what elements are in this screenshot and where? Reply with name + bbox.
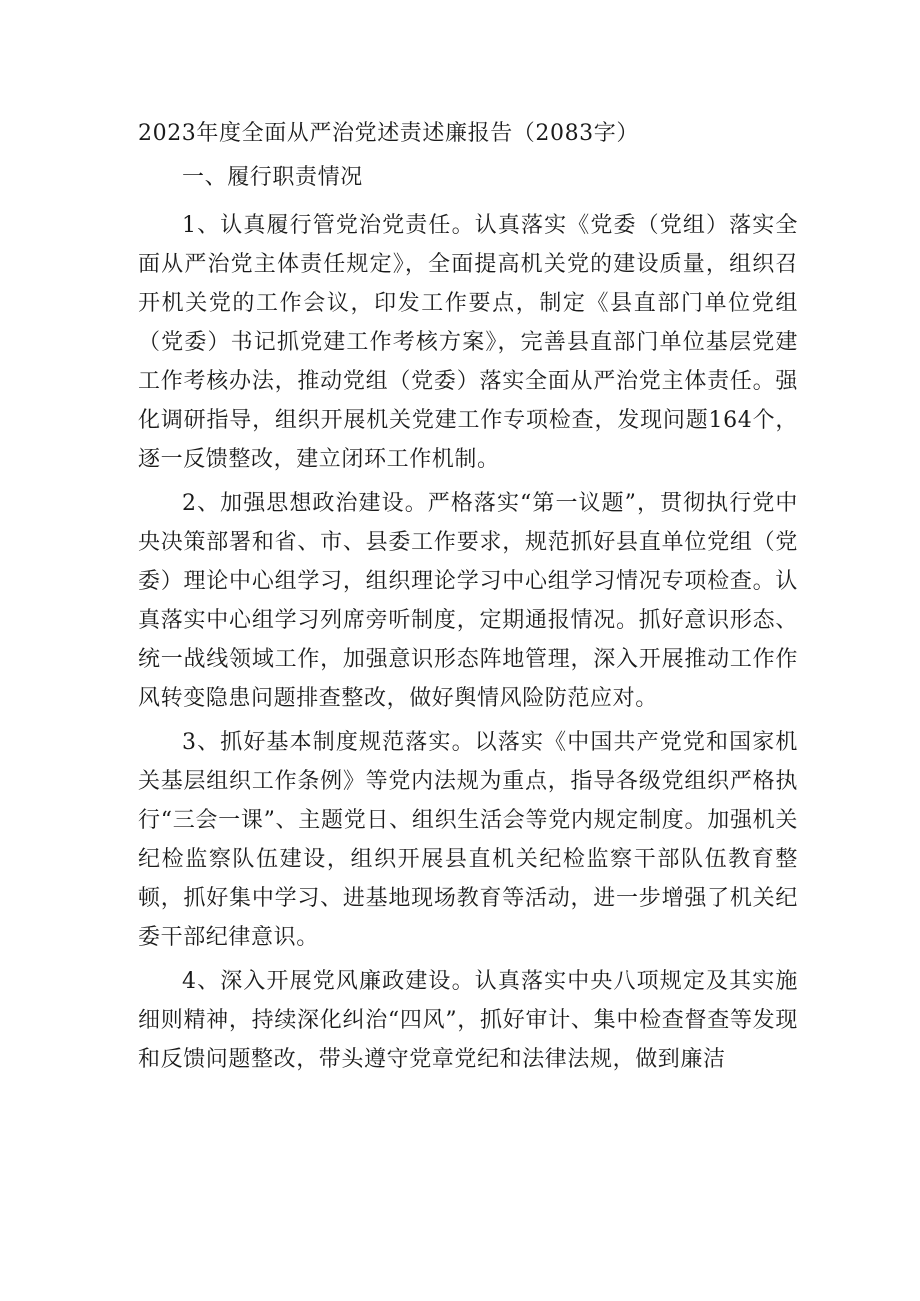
paragraph-1: 1、认真履行管党治党责任。认真落实《党委（党组）落实全面从严治党主体责任规定》，全面提高机关党的建设质量，组织召开机关党的工作会议，印发工作要点，制定《县直部门单位党组（党委）书记抓党建工作考核方案》，完善县直部门单位基层党建工作考核办法，推动党组（党委）落实全面从严治党主体责任。强化调研指导，组织开展机关党建工作专项检查，发现问题164个，逐一反馈整改，建立闭环工作机制。 bbox=[138, 213, 798, 472]
section-heading: 一、履行职责情况 bbox=[182, 165, 363, 190]
document-body bbox=[138, 112, 798, 1079]
paragraph-4: 4、深入开展党风廉政建设。认真落实中央八项规定及其实施细则精神，持续深化纠治“四风”，抓好审计、集中检查督查等发现和反馈问题整改，带头遵守党章党纪和法律法规，做到廉洁 bbox=[138, 969, 798, 1072]
paragraph-2: 2、加强思想政治建设。严格落实“第一议题”，贯彻执行党中央决策部署和省、市、县委工作要求，规范抓好县直单位党组（党委）理论中心组学习，组织理论学习中心组学习情况专项检查。认真落实中心组学习列席旁听制度，定期通报情况。抓好意识形态、统一战线领域工作，加强意识形态阵地管理，深入开展推动工作作风转变隐患问题排查整改，做好舆情风险防范应对。 bbox=[138, 491, 798, 711]
document-title: 2023年度全面从严治党述责述廉报告（2083字） bbox=[138, 121, 639, 146]
paragraph-3: 3、抓好基本制度规范落实。以落实《中国共产党党和国家机关基层组织工作条例》等党内法规为重点，指导各级党组织严格执行“三会一课”、主题党日、组织生活会等党内规定制度。加强机关纪检监察队伍建设，组织开展县直机关纪检监察干部队伍教育整顿，抓好集中学习、进基地现场教育等活动，进一步增强了机关纪委干部纪律意识。 bbox=[138, 730, 798, 950]
